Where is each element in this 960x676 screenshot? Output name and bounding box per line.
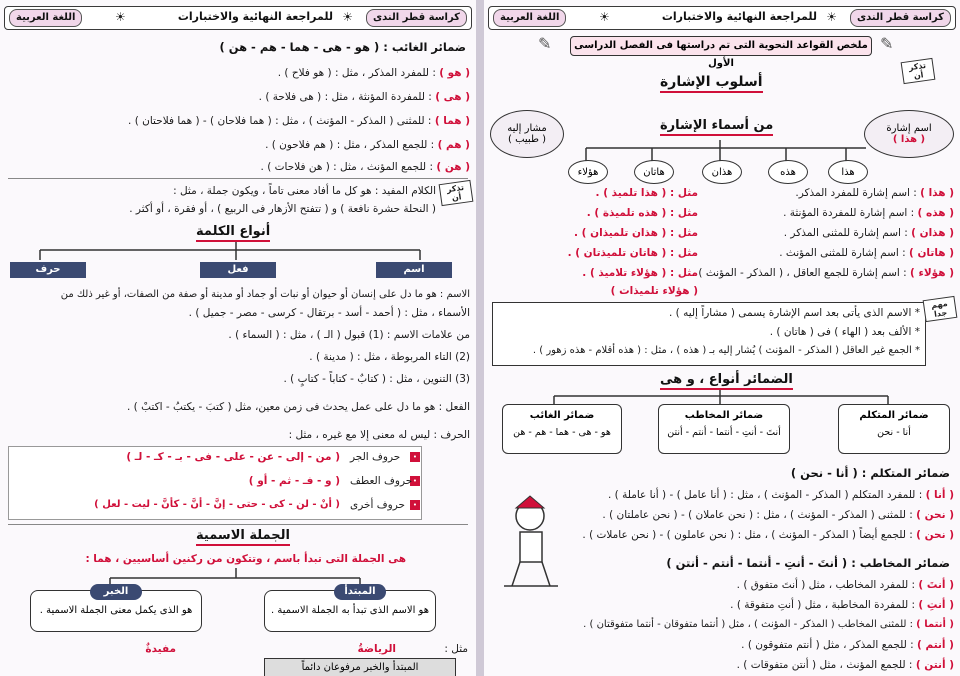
addressed-row: [583, 618, 954, 632]
verb-definition: الفعل : هو ما دل على عمل يحدث فى زمن معين، مثل ( كتبَ - يكتبُ - اكتبْ ) .: [127, 401, 470, 413]
demo-example-extra: ( هؤلاء تلميذات ): [610, 285, 698, 297]
demo-example: مثل : ( هذا تلميذ ) .: [595, 187, 698, 199]
demo-word: ( هاتان ): [909, 247, 954, 259]
pronoun-word: ( أنتَ ): [918, 579, 954, 591]
word-tree-lines: [0, 240, 476, 264]
pronoun-desc: : للمفرد المذكر ، مثل : ( هو فلاح ) .: [277, 67, 436, 79]
nominal-definition: هى الجملة التى تبدأ باسم ، وتتكون من ركنين أساسيين ، هما :: [85, 553, 406, 565]
example-label: مثل :: [444, 643, 468, 655]
demo-word: ( هذان ): [911, 227, 954, 239]
box-values: هو - هى - هما - هم - هن: [513, 427, 611, 438]
pronoun-desc: : للمثنى ( المذكر - المؤنث ) ، مثل : ( نحن عاملان ) - ( نحن عاملتان ) .: [602, 509, 913, 521]
addressed-heading: ضمائر المخاطب : ( أنتَ - أنتِ - أنتما - أنتم - أنتن ): [666, 556, 950, 570]
sun-icon: ☀: [599, 10, 610, 24]
oval-referent-label: مشار إليه: [507, 123, 547, 134]
example-predicate: مفيدةٌ: [145, 643, 176, 655]
left-page: [0, 0, 476, 676]
addressed-row: [737, 658, 954, 672]
speaker-row: [602, 508, 954, 522]
brand-badge: كراسة قطر الندى: [850, 9, 951, 27]
box-title: ضمائر الغائب: [529, 410, 595, 421]
word-types-heading: أنواع الكلمة: [196, 224, 270, 242]
demo-row: [779, 246, 954, 260]
note-line: * الألف بعد ( الهاء ) فى ( هاتان ) .: [769, 326, 920, 338]
particle-label: حروف العطف: [350, 475, 413, 487]
demo-desc: : اسم إشارة للمثنى المذكر .: [783, 227, 908, 239]
demo-word: ( هؤلاء ): [910, 267, 954, 279]
pronouns-heading: الضمائر أنواع ، و هى: [660, 372, 793, 390]
pronoun-desc: : للمفرد المتكلم ( المذكر - المؤنث ) ، مثل : ( أنا عامل ) - ( أنا عاملة ) .: [608, 489, 923, 501]
bullet-icon: •: [410, 452, 420, 462]
speaker-row: [582, 528, 954, 542]
noun-sign: (2) التاء المربوطة ، مثل : ( مدينة ) .: [309, 351, 470, 363]
brand-badge: كراسة قطر الندى: [366, 9, 467, 27]
divider: [8, 178, 468, 179]
addressed-row: [730, 598, 954, 612]
example-note: المبتدأ والخبر مرفوعان دائماً: [301, 662, 419, 673]
subject-badge: اللغة العربية: [493, 9, 566, 27]
speaker-heading: ضمائر المتكلم : ( أنا - نحن ): [790, 466, 950, 480]
pronoun-word: ( هما ): [434, 115, 470, 127]
remember-stamp: تذكر أن: [901, 58, 936, 84]
demo-desc: : اسم إشارة للمثنى المؤنث .: [779, 247, 906, 259]
demo-oval-hadha: هذا: [828, 160, 868, 184]
sun-icon: ☀: [115, 10, 126, 24]
divider: [8, 524, 468, 525]
word-type-particle: حرف: [10, 262, 86, 278]
header-title: للمراجعة النهائية والاختبارات: [177, 10, 333, 23]
remember-stamp: تذكر أن: [439, 180, 474, 206]
demo-desc: : اسم إشارة للمفردة المؤنثة .: [783, 207, 915, 219]
book-icon: ✎: [538, 34, 552, 53]
demo-desc: : اسم إشارة للجمع العاقل ، ( المذكر - المؤنث ) .: [691, 267, 907, 279]
demo-example: مثل : ( هذان تلميذان ) .: [574, 227, 698, 239]
oval-demonstrative-label: اسم إشارة: [886, 123, 932, 134]
pronoun-desc: : للجمع المؤنث ، مثل ( أنتن متفوقات ) .: [736, 659, 913, 671]
demo-oval-hatan: هاتان: [634, 160, 674, 184]
pronoun-word: ( أنتن ): [915, 659, 954, 671]
addressed-row: [737, 578, 954, 592]
example-subject: الرياضةُ: [357, 643, 396, 655]
speaker-row: [608, 488, 954, 502]
absent-row: [261, 160, 470, 174]
demo-oval-hadhihi: هذه: [768, 160, 808, 184]
summary-title: ملخص القواعد النحوية التى تم دراستها فى الفصل الدراسى الأول: [570, 36, 872, 56]
pronoun-word: ( أنتما ): [916, 619, 954, 630]
bullet-icon: •: [410, 476, 420, 486]
pronoun-tree-lines: [484, 386, 960, 406]
pronoun-desc: : للمفردة المخاطبة ، مثل ( أنتِ متفوقة ) .: [730, 599, 916, 611]
oval-referent-example: ( طبيب ): [508, 134, 546, 145]
right-page: [484, 0, 960, 676]
box-values: أنتَ - أنتِ - أنتما - أنتم - أنتن: [667, 427, 781, 438]
pronoun-word: ( نحن ): [916, 529, 954, 541]
pronoun-desc: : للجمع المؤنث ، مثل : ( هن فلاحات ) .: [260, 161, 434, 173]
particle-items: ( و - فـ - ثم - أو ): [248, 475, 340, 487]
book-icon: ✎: [880, 34, 894, 53]
particle-items: ( أنْ - لن - كى - حتى - إنَّ - أنَّ - كأنَّ - ليت - لعل ): [94, 499, 340, 510]
names-heading: من أسماء الإشارة: [660, 118, 773, 136]
absent-row: [278, 66, 470, 80]
page-header: [4, 6, 472, 30]
demo-word: ( هذا ): [920, 187, 954, 199]
predicate-title: الخبر: [90, 584, 142, 600]
pronoun-desc: : للمثنى ( المذكر - المؤنث ) ، مثل : ( هما فلاحان ) - ( هما فلاحتان ) .: [128, 115, 432, 127]
demo-example: مثل : ( هاتان تلميذتان ) .: [567, 247, 698, 259]
demo-desc: : اسم إشارة للمفرد المذكر.: [795, 187, 917, 199]
pronoun-desc: : للمفرد المخاطب ، مثل ( أنتَ متفوق ) .: [736, 579, 916, 591]
page-gutter: [476, 0, 484, 676]
pronoun-word: ( هم ): [437, 139, 470, 151]
important-stamp: مهم جدا: [923, 296, 958, 322]
useful-speech: الكلام المفيد : هو كل ما أفاد معنى تاماً ، ويكون جملة ، مثل :: [173, 185, 436, 197]
pronoun-word: ( أنتم ): [917, 639, 954, 651]
absent-heading: ضمائر الغائب : ( هو - هى - هما - هم - هن ): [219, 40, 466, 54]
absent-row: [128, 114, 470, 128]
box-title: ضمائر المتكلم: [859, 410, 929, 421]
demo-oval-hadhan: هذان: [702, 160, 742, 184]
sun-icon: ☀: [342, 10, 353, 24]
pronoun-desc: : للمثنى المخاطب ( المذكر - المؤنث ) ، مثل ( أنتما متفوقان - أنتما متفوقتان ) .: [583, 619, 913, 630]
particle-items: ( من - إلى - عن - على - فى - بـ - كـ - لـ ): [126, 451, 340, 463]
demo-example: مثل : ( هذه تلميذة ) .: [586, 207, 698, 219]
box-title: ضمائر المخاطب: [684, 410, 764, 421]
word-type-verb: فعل: [200, 262, 276, 278]
subject-definition: هو الاسم الذى تبدأ به الجملة الاسمية .: [270, 605, 429, 616]
demo-oval-hola: هؤلاء: [568, 160, 608, 184]
word-type-noun: اسم: [376, 262, 452, 278]
sun-icon: ☀: [826, 10, 837, 24]
particle-label: حروف أخرى: [350, 499, 405, 511]
section-title-demonstrative: أسلوب الإشارة: [660, 74, 763, 93]
pronoun-word: ( أنا ): [925, 489, 954, 501]
addressed-pronouns-box: [658, 404, 790, 454]
addressed-row: [741, 638, 954, 652]
demo-row: [784, 226, 954, 240]
noun-signs: من علامات الاسم : (1) قبول ( الـ ) ، مثل : ( السماء ) .: [228, 329, 470, 341]
header-title: للمراجعة النهائية والاختبارات: [661, 10, 817, 23]
noun-examples: الأسماء ، مثل : ( أحمد - أسد - برتقال - كرسى - مصر - جميل ) .: [188, 307, 470, 319]
pronoun-word: ( هو ): [439, 67, 470, 79]
pronoun-word: ( هن ): [436, 161, 470, 173]
demo-row: [692, 266, 954, 280]
demo-word: ( هذه ): [917, 207, 954, 219]
nominal-heading: الجملة الاسمية: [196, 528, 290, 546]
oval-demonstrative-example: ( هذا ): [892, 134, 926, 145]
predicate-definition: هو الذى يكمل معنى الجملة الاسمية .: [39, 605, 193, 616]
pronoun-desc: : للمفردة المؤنثة ، مثل : ( هى فلاحة ) .: [258, 91, 432, 103]
demo-example: مثل : ( هؤلاء تلاميذ ) .: [582, 267, 698, 279]
subject-title: المبتدأ: [334, 584, 386, 600]
pronoun-word: ( أنتِ ): [918, 599, 954, 611]
absent-row: [265, 138, 470, 152]
example-note-box: [264, 658, 456, 676]
pronoun-word: ( هى ): [435, 91, 470, 103]
absent-row: [259, 90, 470, 104]
noun-sign: (3) التنوين ، مثل : ( كتابٌ - كتاباً - كتابٍ ) .: [283, 373, 470, 385]
pronoun-word: ( نحن ): [916, 509, 954, 521]
box-values: أنا - نحن: [877, 427, 911, 438]
particle-label: حروف الجر: [350, 451, 401, 463]
pronoun-desc: : للجمع أيضاً ( المذكر - المؤنث ) ، مثل : ( نحن عاملون ) - ( نحن عاملات ) .: [582, 529, 913, 541]
useful-speech: ( النحلة حشرة نافعة ) و ( تتفتح الأزهار فى الربيع ) ، أو فقرة ، أو أكثر .: [129, 203, 436, 215]
particle-definition: الحرف : ليس له معنى إلا مع غيره ، مثل :: [288, 429, 470, 441]
pronoun-desc: : للجمع المذكر ، مثل ( أنتم متفوقون ) .: [741, 639, 914, 651]
demo-row: [783, 206, 954, 220]
bullet-icon: •: [410, 500, 420, 510]
speaker-pronouns-box: [838, 404, 950, 454]
cartoon-illustration: [494, 490, 564, 610]
pronoun-desc: : للجمع المذكر ، مثل : ( هم فلاحون ) .: [265, 139, 435, 151]
note-line: * الاسم الذى يأتى بعد اسم الإشارة يسمى ( مشاراً إليه ) .: [668, 307, 920, 319]
subject-badge: اللغة العربية: [9, 9, 82, 27]
note-line: * الجمع غير العاقل ( المذكر - المؤنث ) يُشار إليه بـ ( هذه ) ، مثل : ( هذه أقلام - هذه زهور ) .: [532, 345, 920, 356]
absent-pronouns-box: [502, 404, 622, 454]
demo-row: [795, 186, 954, 200]
noun-definition: الاسم : هو ما دل على إنسان أو حيوان أو نبات أو جماد أو مدينة أو صفة من الصفات، أو غير ذلك من: [60, 289, 470, 300]
